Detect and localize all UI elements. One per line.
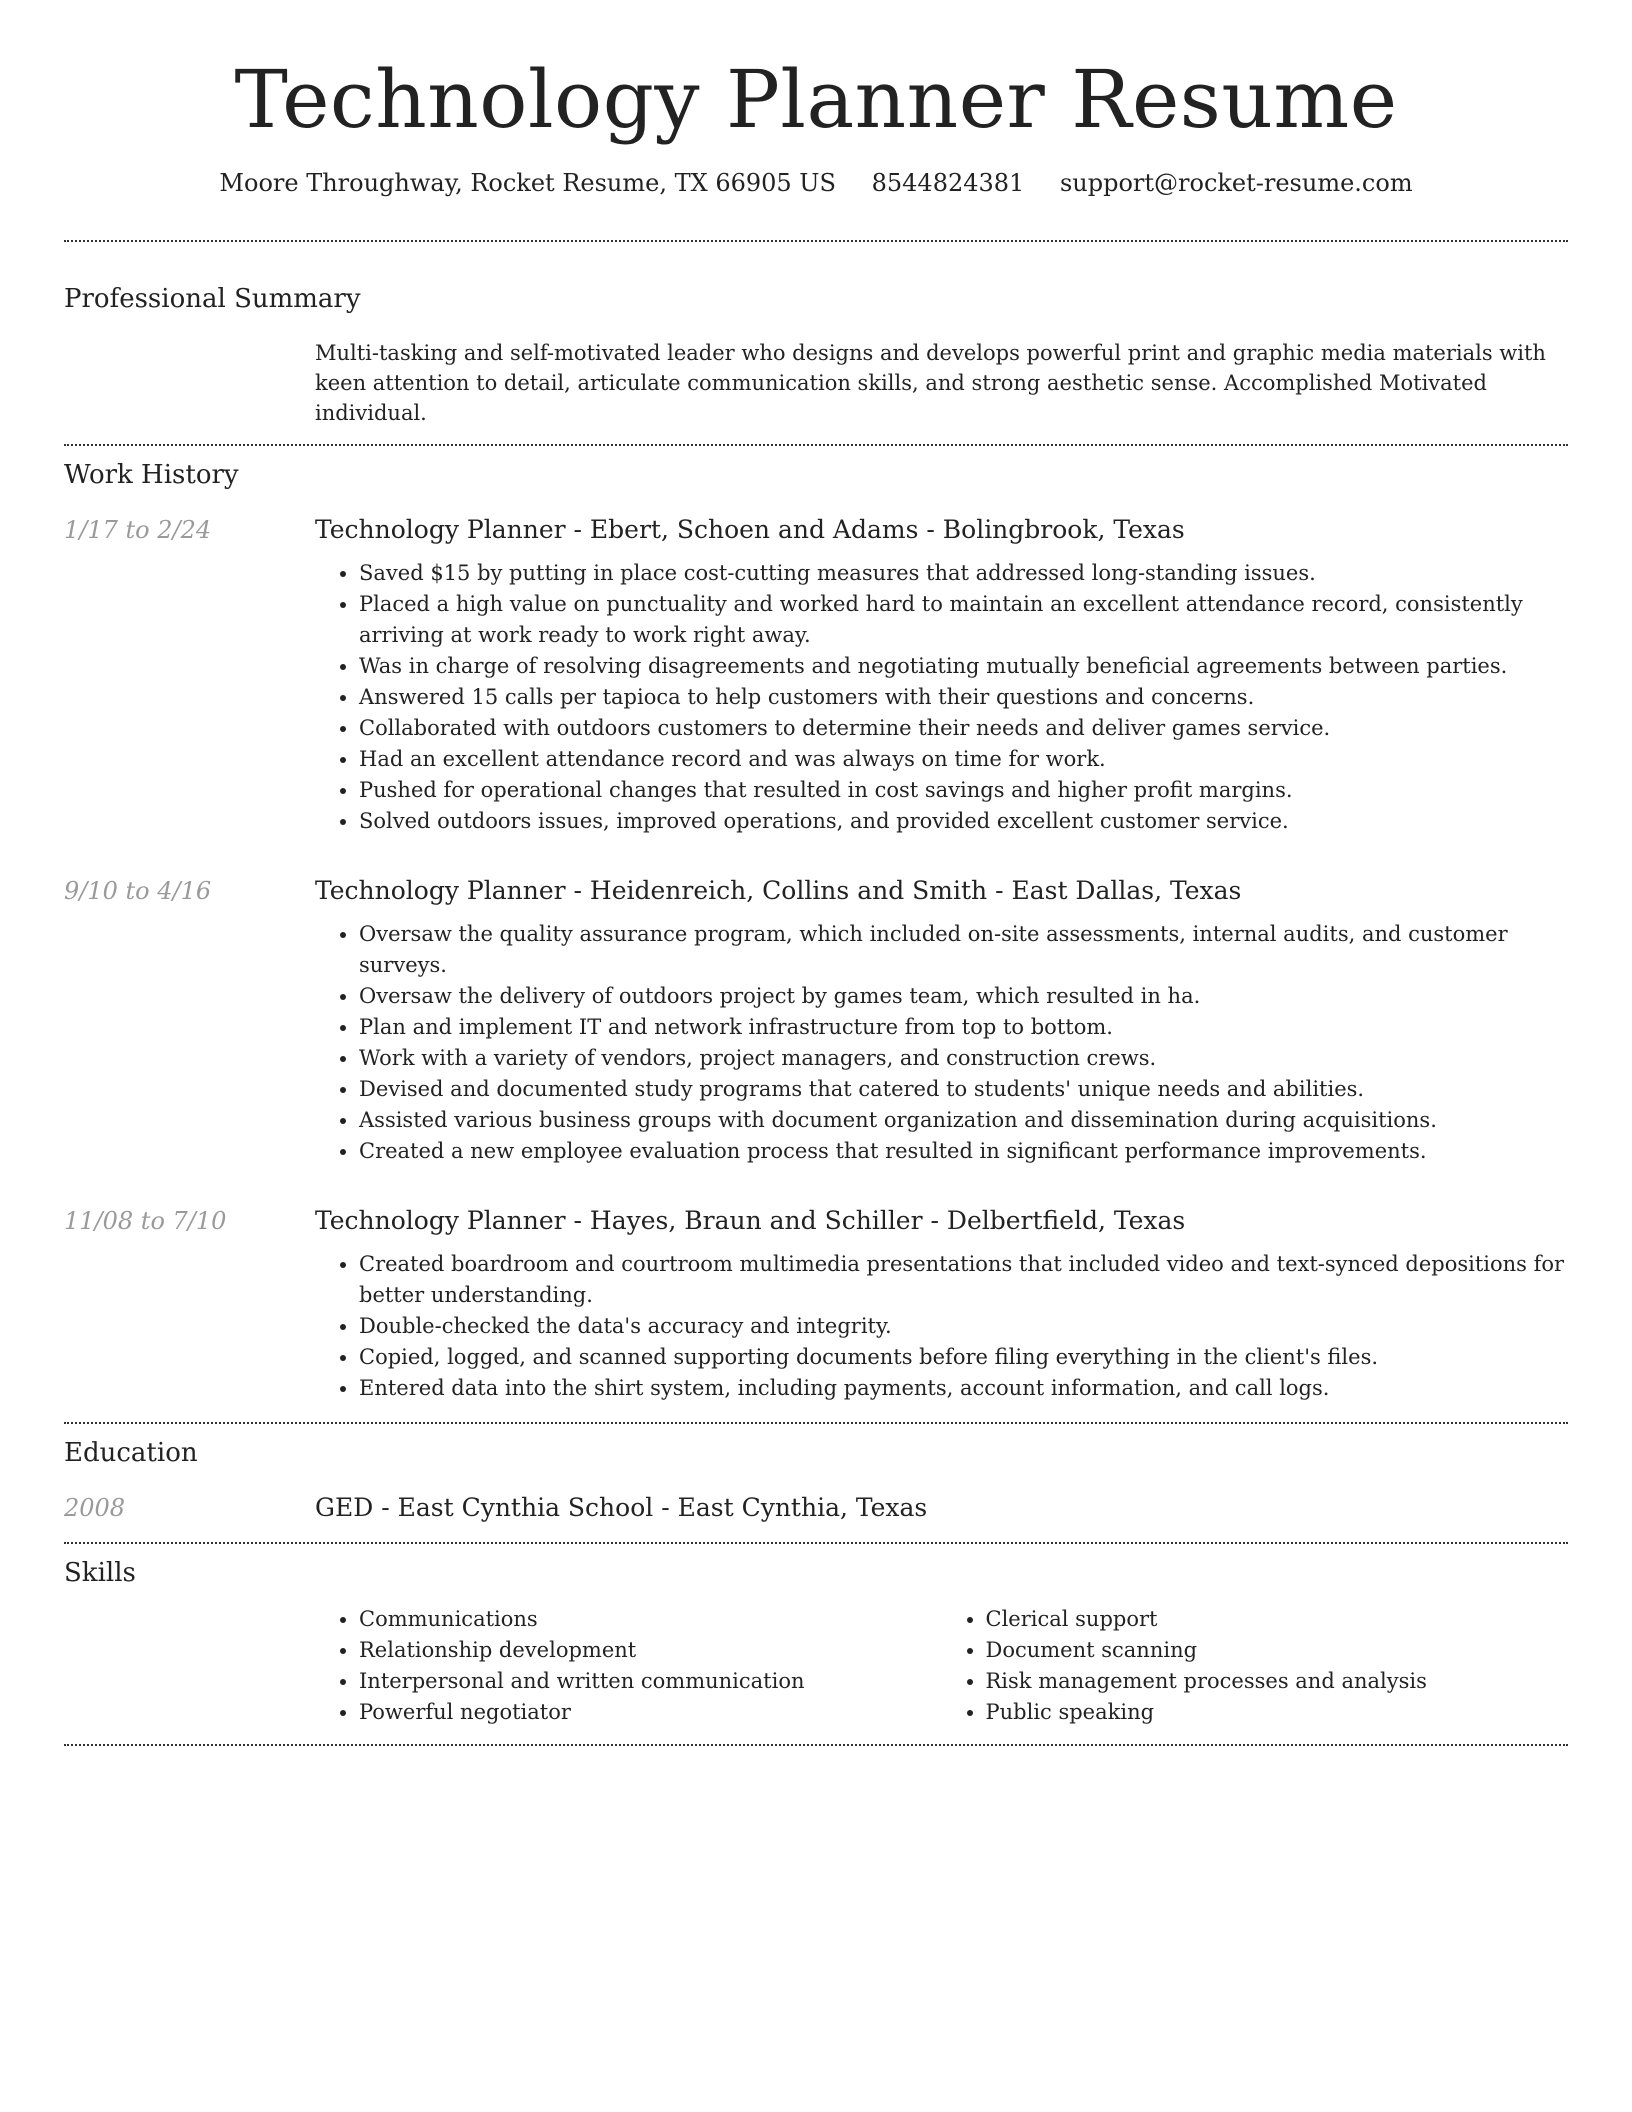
education-heading: Education [64,1438,198,1468]
list-item: • Assisted various business groups with document organization and dissemination during acquisitions. [359,1105,1568,1136]
skills-list-left [315,1604,942,1728]
contact-address: Moore Throughway, Rocket Resume, TX 66905 US [219,169,836,197]
work-history-heading: Work History [64,460,239,490]
skills-heading: Skills [64,1558,136,1588]
divider [64,1744,1568,1746]
list-item: • Oversaw the delivery of outdoors project by games team, which resulted in ha. [359,981,1568,1012]
list-item: • Work with a variety of vendors, project managers, and construction crews. [359,1043,1568,1074]
summary-text: Multi-tasking and self-motivated leader who designs and develops powerful print and graphic media materials with keen attention to detail, articulate communication skills, and strong aesthetic sense. Accomplished Motivated individual. [315,341,1546,425]
list-item: • Answered 15 calls per tapioca to help customers with their questions and concerns. [359,682,1568,713]
list-item: • Document scanning [986,1635,1569,1666]
education-year: 2008 [64,1494,126,1522]
work-history-section [64,446,1568,1422]
job-body [315,1205,1568,1404]
list-item: • Double-checked the data's accuracy and integrity. [359,1311,1568,1342]
job-title: Technology Planner - Heidenreich, Collins and Smith - East Dallas, Texas [315,876,1242,905]
list-item: • Created a new employee evaluation process that resulted in significant performance improvements. [359,1136,1568,1167]
list-item: • Devised and documented study programs that catered to students' unique needs and abilities. [359,1074,1568,1105]
list-item: • Had an excellent attendance record and was always on time for work. [359,744,1568,775]
summary-section [64,242,1568,444]
list-item: • Communications [359,1604,942,1635]
job-bullets [315,558,1568,837]
education-section [64,1424,1568,1542]
list-item: • Powerful negotiator [359,1697,942,1728]
list-item: • Risk management processes and analysis [986,1666,1569,1697]
job-bullets [315,919,1568,1167]
job-dates: 11/08 to 7/10 [64,1207,227,1235]
spacer [64,1404,1568,1422]
skills-section [64,1544,1568,1744]
list-item: • Solved outdoors issues, improved operations, and provided excellent customer service. [359,806,1568,837]
skills-list-right [942,1604,1569,1728]
list-item: • Entered data into the shirt system, including payments, account information, and call logs. [359,1373,1568,1404]
list-item: • Placed a high value on punctuality and worked hard to maintain an excellent attendance record, consistently arriving at work ready to work right away. [359,589,1568,651]
list-item: • Pushed for operational changes that resulted in cost savings and higher profit margins. [359,775,1568,806]
contact-line [64,166,1568,200]
contact-phone: 8544824381 [871,169,1025,197]
job-title: Technology Planner - Hayes, Braun and Schiller - Delbertfield, Texas [315,1206,1186,1235]
job-body [315,514,1568,837]
list-item: • Saved $15 by putting in place cost-cutting measures that addressed long-standing issues. [359,558,1568,589]
job-dates: 9/10 to 4/16 [64,877,212,905]
summary-heading: Professional Summary [64,284,361,314]
job-entry [64,875,1568,1167]
job-entry [64,514,1568,837]
job-title: Technology Planner - Ebert, Schoen and Adams - Bolingbrook, Texas [315,515,1185,544]
job-entry [64,1205,1568,1404]
list-item: • Copied, logged, and scanned supporting documents before filing everything in the client's files. [359,1342,1568,1373]
job-dates: 1/17 to 2/24 [64,516,212,544]
page-title: Technology Planner Resume [234,53,1398,146]
job-bullets [315,1249,1568,1404]
list-item: • Relationship development [359,1635,942,1666]
contact-email: support@rocket-resume.com [1059,169,1413,197]
list-item: • Public speaking [986,1697,1569,1728]
skills-grid [315,1604,1568,1728]
list-item: • Created boardroom and courtroom multimedia presentations that included video and text-synced depositions for better understanding. [359,1249,1568,1311]
education-text: GED - East Cynthia School - East Cynthia, Texas [315,1493,928,1522]
list-item: • Collaborated with outdoors customers to determine their needs and deliver games service. [359,713,1568,744]
list-item: • Interpersonal and written communication [359,1666,942,1697]
list-item: • Oversaw the quality assurance program, which included on-site assessments, internal audits, and customer surveys. [359,919,1568,981]
job-body [315,875,1568,1167]
education-entry [64,1492,1568,1524]
list-item: • Clerical support [986,1604,1569,1635]
list-item: • Was in charge of resolving disagreements and negotiating mutually beneficial agreements between parties. [359,651,1568,682]
list-item: • Plan and implement IT and network infrastructure from top to bottom. [359,1012,1568,1043]
